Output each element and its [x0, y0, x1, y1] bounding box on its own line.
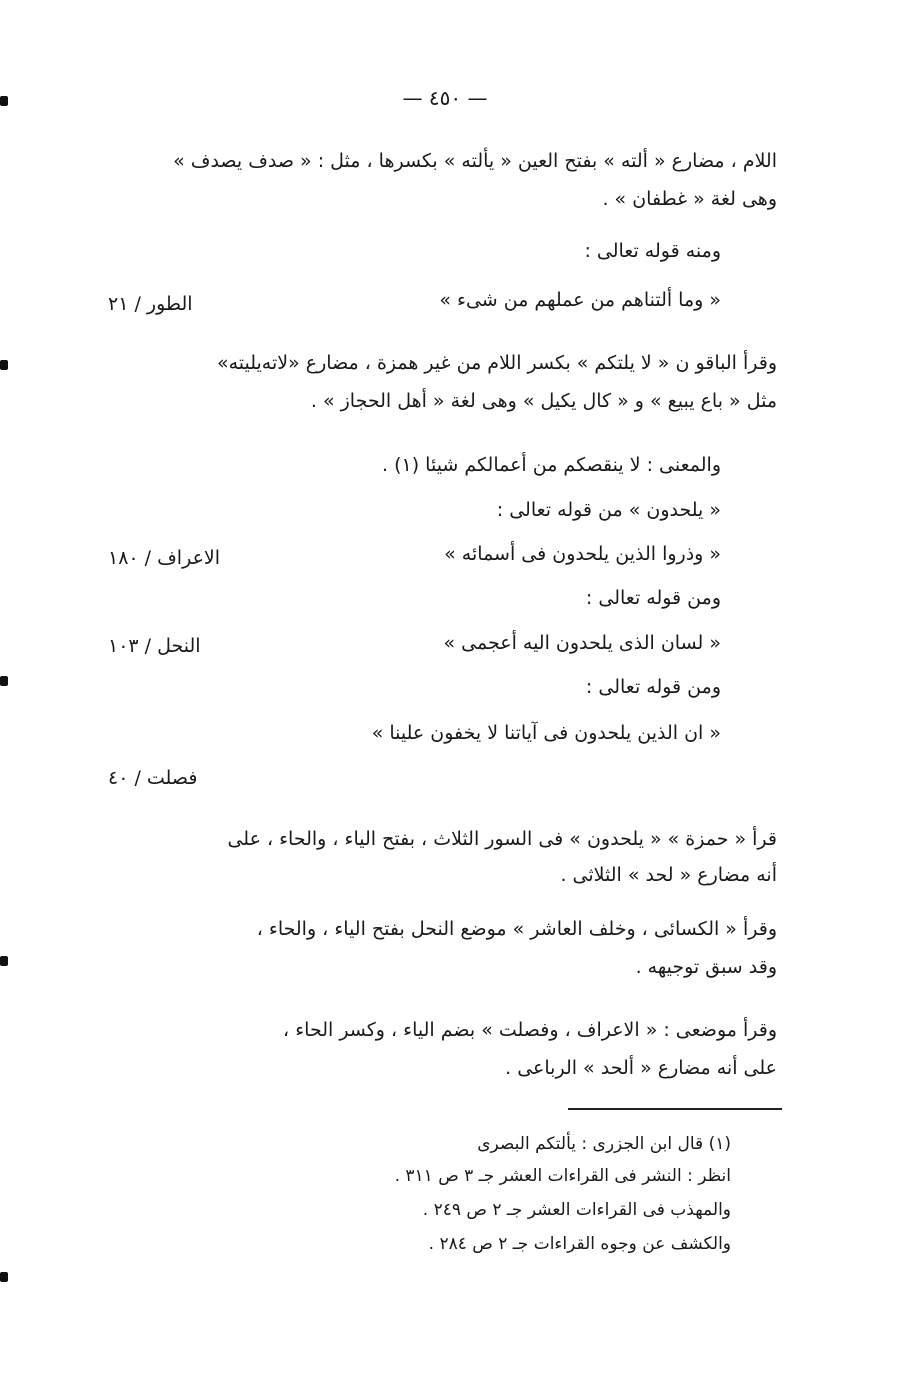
page-number: — ٤٥٠ — [402, 86, 488, 110]
verse-reference: الطور / ٢١ [108, 293, 193, 315]
text-line: وقرأ « الكسائى ، وخلف العاشر » موضع النحل بفتح الياء ، والحاء ، [256, 918, 777, 940]
text-line: والمعنى : لا ينقصكم من أعمالكم شيئا (١) . [382, 454, 721, 476]
binding-mark [0, 96, 8, 106]
footnote-line: انظر : النشر فى القراءات العشر جـ ٣ ص ٣١١ . [394, 1166, 731, 1186]
verse-quote: « وذروا الذين يلحدون فى أسمائه » [444, 543, 721, 565]
text-line: أنه مضارع « لحد » الثلاثى . [560, 864, 777, 886]
text-line: وقد سبق توجيهه . [635, 956, 777, 978]
text-line: قرأ « حمزة » « يلحدون » فى السور الثلاث ، بفتح الياء ، والحاء ، على [227, 828, 777, 850]
footnote-line: (١) قال ابن الجزرى : يألتكم البصرى [477, 1134, 731, 1154]
text-line: وقرأ الباقو ن « لا يلتكم » بكسر اللام من غير همزة ، مضارع «لاته‌يليته» [216, 352, 777, 374]
verse-reference: النحل / ١٠٣ [108, 635, 201, 657]
text-line: وهى لغة « غطفان » . [602, 188, 777, 210]
verse-quote: « وما ألتناهم من عملهم من شىء » [439, 289, 721, 311]
binding-mark [0, 676, 8, 686]
binding-mark [0, 360, 8, 370]
binding-mark [0, 956, 8, 966]
footnote-divider [568, 1108, 782, 1110]
verse-quote: « ان الذين يلحدون فى آياتنا لا يخفون علينا » [371, 722, 721, 744]
text-line: ومن قوله تعالى : [585, 676, 721, 698]
text-line: « يلحدون » من قوله تعالى : [496, 499, 721, 521]
text-line: اللام ، مضارع « ألته » بفتح العين « يألته » بكسرها ، مثل : « صدف يصدف » [173, 150, 777, 172]
text-line: مثل « باع يبيع » و « كال يكيل » وهى لغة « أهل الحجاز » . [310, 390, 777, 412]
text-line: ومنه قوله تعالى : [584, 240, 721, 262]
verse-quote: « لسان الذى يلحدون اليه أعجمى » [443, 632, 721, 654]
text-line: على أنه مضارع « ألحد » الرباعى . [505, 1057, 777, 1079]
footnote-line: والكشف عن وجوه القراءات جـ ٢ ص ٢٨٤ . [428, 1234, 731, 1254]
verse-reference: فصلت / ٤٠ [108, 767, 198, 789]
binding-mark [0, 1272, 8, 1282]
verse-reference: الاعراف / ١٨٠ [108, 547, 221, 569]
text-line: وقرأ موضعى : « الاعراف ، وفصلت » بضم الياء ، وكسر الحاء ، [283, 1019, 777, 1041]
footnote-line: والمهذب فى القراءات العشر جـ ٢ ص ٢٤٩ . [422, 1200, 731, 1220]
text-line: ومن قوله تعالى : [585, 587, 721, 609]
